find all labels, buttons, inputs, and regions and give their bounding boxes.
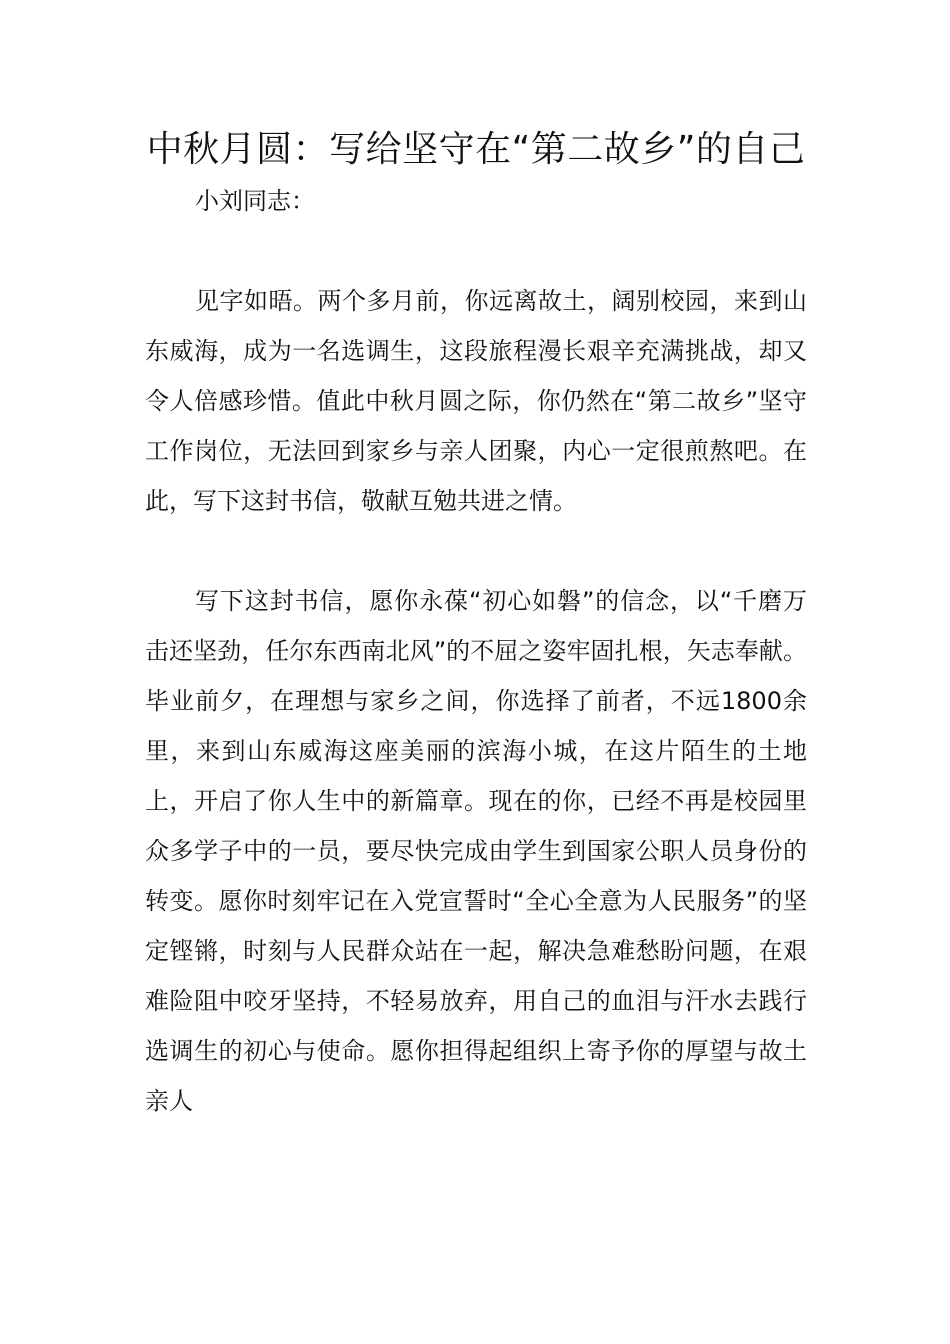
paragraph-spacer xyxy=(145,526,807,576)
paragraph-1: 见字如晤。两个多月前，你远离故土，阔别校园，来到山东威海，成为一名选调生，这段旅程漫长艰辛充满挑战，却又令人倍感珍惜。值此中秋月圆之际，你仍然在“第二故乡”坚守工作岗位，无法回到家乡与亲人团聚，内心一定很煎熬吧。在此，写下这封书信，敬献互勉共进之情。 xyxy=(145,287,807,515)
paragraph-spacer xyxy=(145,226,807,276)
paragraph-2: 写下这封书信，愿你永葆“初心如磐”的信念，以“千磨万击还坚劲，任尔东西南北风”的不屈之姿牢固扎根，矢志奉献。毕业前夕，在理想与家乡之间，你选择了前者，不远1800余里，来到山东威海这座美丽的滨海小城，在这片陌生的土地上，开启了你人生中的新篇章。现在的你，已经不再是校园里众多学子中的一员，要尽快完成由学生到国家公职人员身份的转变。愿你时刻牢记在入党宣誓时“全心全意为人民服务”的坚定铿锵，时刻与人民群众站在一起，解决急难愁盼问题，在艰难险阻中咬牙坚持，不轻易放弃，用自己的血泪与汗水去践行选调生的初心与使命。愿你担得起组织上寄予你的厚望与故土亲人 xyxy=(145,587,807,1115)
document-title: 中秋月圆：写给坚守在“第二故乡”的自己 xyxy=(146,129,806,170)
document-page xyxy=(145,124,807,1126)
salutation: 小刘同志： xyxy=(195,187,315,215)
